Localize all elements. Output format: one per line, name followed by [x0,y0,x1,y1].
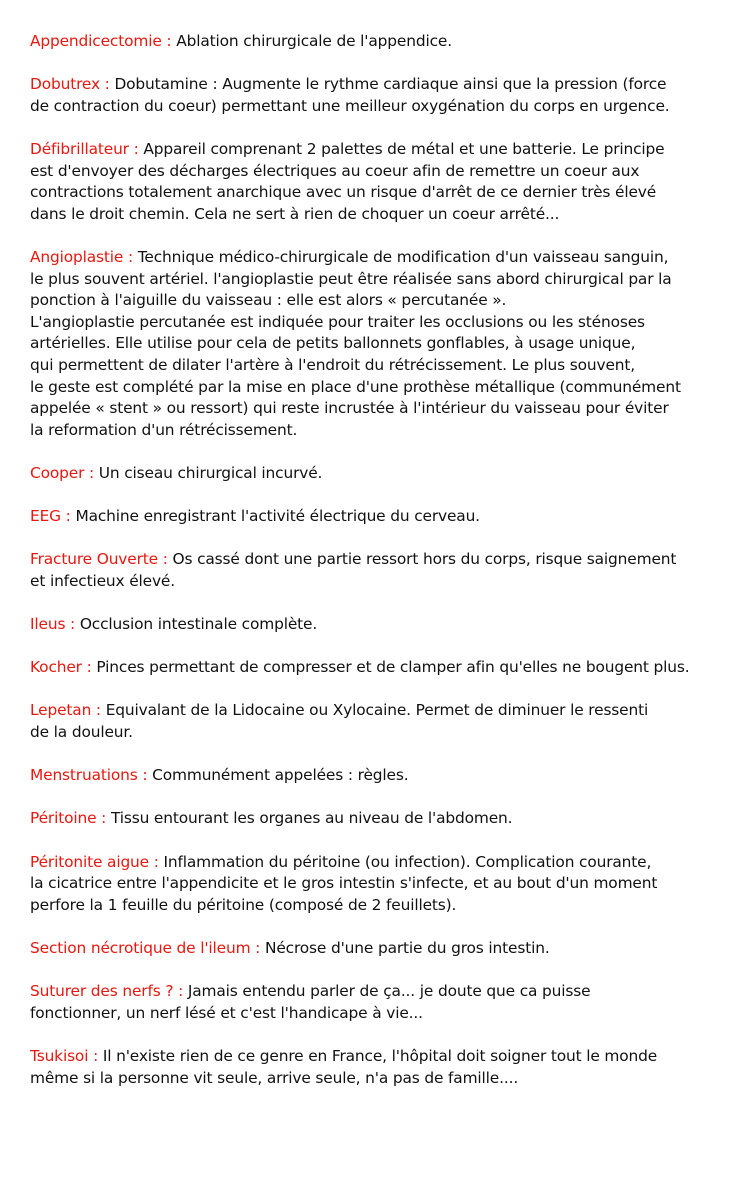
entry-line [30,398,742,420]
entry-line [30,722,742,744]
entry-line [30,377,742,399]
definition-text: Inflammation du péritoine (ou infection). Complication courante, [163,852,652,871]
definition-text: le geste est complété par la mise en place d'une prothèse métallique (communément [30,377,681,396]
definition-text: perfore la 1 feuille du péritoine (composé de 2 feuillets). [30,895,457,914]
entry-line [30,333,742,355]
definition-text: L'angioplastie percutanée est indiquée pour traiter les occlusions ou les sténoses [30,312,645,331]
entry-line [30,1003,742,1025]
definition-text: est d'envoyer des décharges électriques au coeur afin de remettre un coeur aux [30,161,640,180]
entry-line [30,31,742,53]
entry-line [30,614,742,636]
entry-line [30,139,742,161]
definition-text: artérielles. Elle utilise pour cela de petits ballonnets gonflables, à usage unique, [30,334,636,353]
definition-text: Jamais entendu parler de ça... je doute que ca puisse [187,982,591,1001]
glossary-entry [30,506,742,528]
entry-line [30,506,742,528]
definition-text: Communément appelées : règles. [152,766,409,785]
glossary-text [30,31,742,1111]
glossary-entry [30,657,742,679]
definition-text: Occlusion intestinale complète. [79,615,318,634]
entry-line [30,269,742,291]
entry-line [30,161,742,183]
glossary-entry [30,139,742,225]
entry-line [30,895,742,917]
entry-line [30,700,742,722]
glossary-entry [30,700,742,743]
definition-text: et infectieux élevé. [30,571,175,590]
definition-text: Un ciseau chirurgical incurvé. [98,463,323,482]
glossary-term: Péritonite aigue : [30,852,159,871]
definition-text: le plus souvent artériel. l'angioplastie peut être réalisée sans abord chirurgical par la [30,269,672,288]
glossary-entry [30,549,742,592]
glossary-entry [30,852,742,917]
entry-line [30,312,742,334]
definition-text: Equivalant de la Lidocaine ou Xylocaine. Permet de diminuer le ressenti [105,701,649,720]
glossary-term: Suturer des nerfs ? : [30,982,184,1001]
definition-text: la cicatrice entre l'appendicite et le gros intestin s'infecte, et au bout d'un moment [30,874,658,893]
definition-text: Machine enregistrant l'activité électrique du cerveau. [75,507,480,526]
entry-line [30,1046,742,1068]
entry-line [30,873,742,895]
definition-text: Pinces permettant de compresser et de clamper afin qu'elles ne bougent plus. [96,658,690,677]
entry-line [30,657,742,679]
definition-text: Nécrose d'une partie du gros intestin. [264,938,550,957]
glossary-entry [30,247,742,441]
definition-text: Technique médico-chirurgicale de modification d'un vaisseau sanguin, [137,247,669,266]
glossary-term: Section nécrotique de l'ileum : [30,938,261,957]
definition-text: ponction à l'aiguille du vaisseau : elle est alors « percutanée ». [30,291,507,310]
entry-line [30,182,742,204]
glossary-term: Menstruations : [30,766,148,785]
definition-text: la reformation d'un rétrécissement. [30,420,298,439]
definition-text: Dobutamine : Augmente le rythme cardiaque ainsi que la pression (force [114,75,667,94]
entry-line [30,981,742,1003]
definition-text: appelée « stent » ou ressort) qui reste incrustée à l'intérieur du vaisseau pour éviter [30,399,669,418]
definition-text: même si la personne vit seule, arrive seule, n'a pas de famille.... [30,1068,519,1087]
glossary-term: Kocher : [30,658,92,677]
glossary-term: Fracture Ouverte : [30,550,168,569]
glossary-term: Ileus : [30,615,76,634]
glossary-entry [30,808,742,830]
glossary-entry [30,938,742,960]
glossary-term: Lepetan : [30,701,101,720]
definition-text: qui permettent de dilater l'artère à l'endroit du rétrécissement. Le plus souvent, [30,355,635,374]
entry-line [30,571,742,593]
glossary-entry [30,463,742,485]
glossary-term: EEG : [30,507,71,526]
glossary-entry [30,614,742,636]
glossary-term: Tsukisoi : [30,1046,99,1065]
definition-text: dans le droit chemin. Cela ne sert à rien de choquer un coeur arrêté... [30,204,560,223]
definition-text: Tissu entourant les organes au niveau de l'abdomen. [110,809,513,828]
entry-line [30,355,742,377]
entry-line [30,247,742,269]
entry-line [30,420,742,442]
definition-text: contractions totalement anarchique avec un risque d'arrêt de ce dernier très élevé [30,183,657,202]
glossary-term: Cooper : [30,463,95,482]
glossary-term: Péritoine : [30,809,107,828]
entry-line [30,74,742,96]
definition-text: fonctionner, un nerf lésé et c'est l'handicape à vie... [30,1003,423,1022]
glossary-entry [30,74,742,117]
definition-text: de contraction du coeur) permettant une meilleur oxygénation du corps en urgence. [30,96,670,115]
definition-text: de la douleur. [30,723,133,741]
entry-line [30,808,742,830]
entry-line [30,290,742,312]
glossary-entry [30,981,742,1024]
glossary-entry [30,31,742,53]
entry-line [30,463,742,485]
entry-line [30,204,742,226]
definition-text: Ablation chirurgicale de l'appendice. [176,32,452,50]
entry-line [30,852,742,874]
glossary-term: Angioplastie : [30,247,133,266]
entry-line [30,96,742,118]
glossary-entry [30,765,742,787]
definition-text: Os cassé dont une partie ressort hors du corps, risque saignement [172,550,677,569]
glossary-entry [30,1046,742,1089]
glossary-term: Dobutrex : [30,75,110,94]
entry-line [30,549,742,571]
definition-text: Appareil comprenant 2 palettes de métal et une batterie. Le principe [143,139,665,158]
entry-line [30,1068,742,1090]
glossary-term: Défibrillateur : [30,139,139,158]
definition-text: Il n'existe rien de ce genre en France, l'hôpital doit soigner tout le monde [102,1046,658,1065]
entry-line [30,938,742,960]
glossary-term: Appendicectomie : [30,32,172,50]
entry-line [30,765,742,787]
